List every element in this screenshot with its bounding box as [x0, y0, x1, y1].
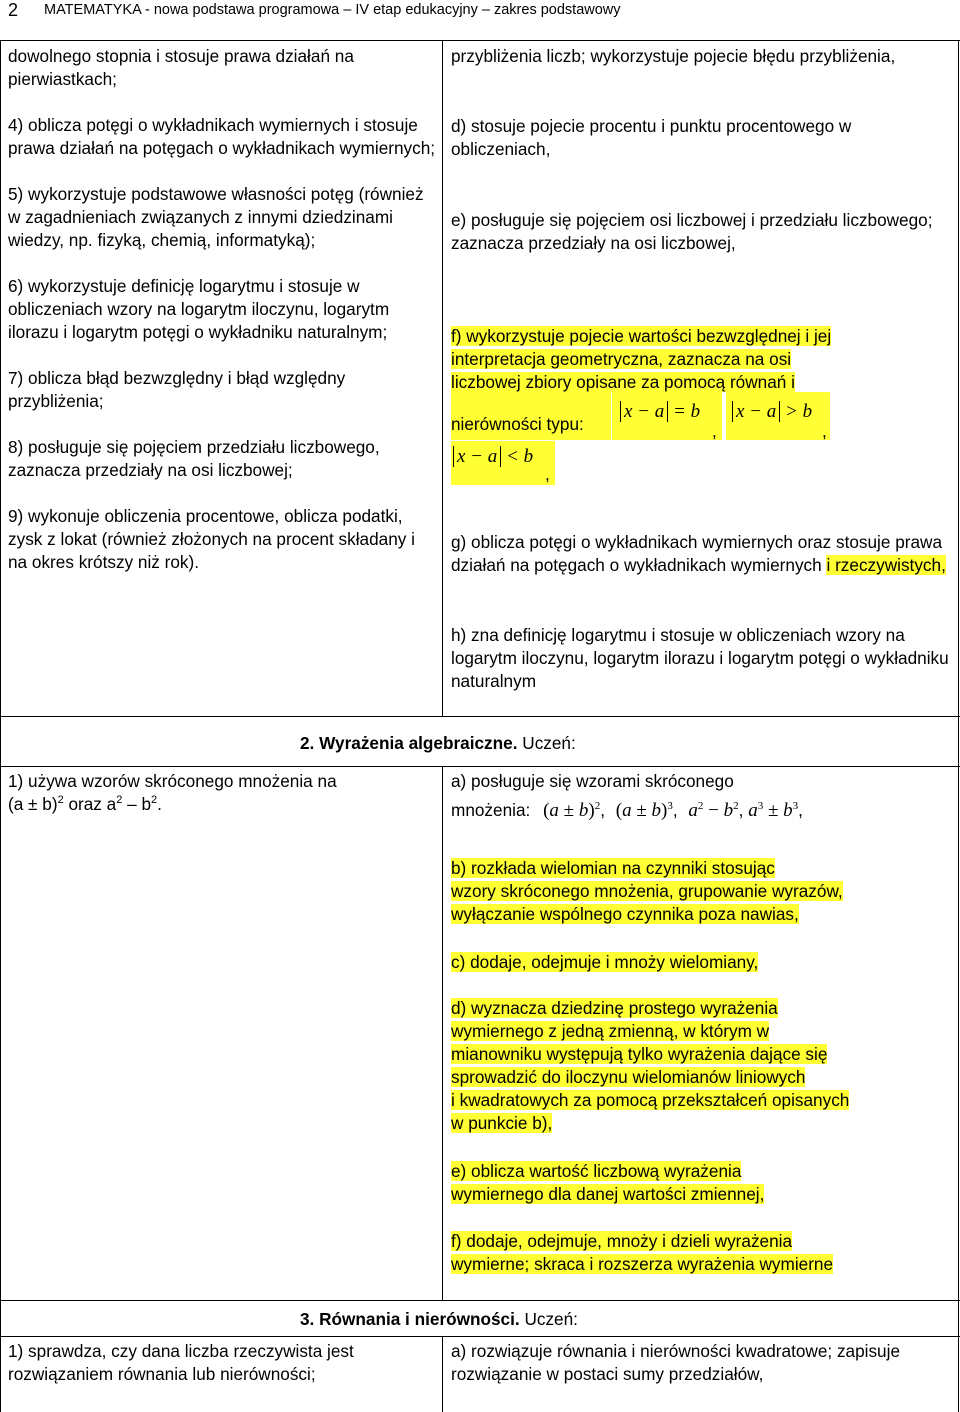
text-line: .	[157, 794, 162, 814]
list-item: 7) oblicza błąd bezwzględny i błąd względny przybliżenia;	[8, 368, 346, 411]
formula-difference-of-squares: $a^2 - b^2$	[688, 800, 739, 821]
list-item: e) posługuje się pojęciem osi liczbowej i przedziału liczbowego; zaznacza przedziały na osi liczbowej,	[451, 210, 933, 253]
abs-eq-1: x − a = b ,	[612, 392, 722, 440]
list-item: 9) wykonuje obliczenia procentowe, oblicza podatki, zysk z lokat (również złożonych na procent składany i na okres krótszy niż rok).	[8, 506, 415, 572]
list-item: h) zna definicję logarytmu i stosuje w obliczeniach wzory na logarytm iloczynu, logarytm ilorazu i logarytm potęgi o wykładniku naturalnym	[451, 625, 949, 691]
section2-right-e	[451, 1160, 951, 1206]
abs-eq-2: x − a > b ,	[726, 392, 830, 440]
highlighted-text: wymierne; skraca i rozszerza wyrażenia wymierne	[451, 1254, 834, 1274]
formula-abs-lt: x − a < b	[453, 445, 533, 468]
section2-left	[8, 770, 436, 816]
list-item: 1) sprawdza, czy dana liczba rzeczywista jest rozwiązaniem równania lub nierówności;	[8, 1341, 354, 1384]
page-header	[8, 0, 958, 26]
section-2-title	[300, 732, 576, 754]
section2-right-d	[451, 997, 951, 1135]
highlighted-text: mianowniku występują tylko wyrażenia dające się	[451, 1044, 828, 1064]
list-item: 4) oblicza potęgi o wykładnikach wymiernych i stosuje prawa działań na potęgach o wykładnikach wymiernych;	[8, 115, 436, 158]
row-divider-3	[0, 1300, 960, 1301]
list-item: 5) wykorzystuje podstawowe własności potęg (również w zagadnieniach związanych z innymi dziedzinami wiedzy, np. fizyką, chemią, informatyką);	[8, 184, 424, 250]
block1-right-h	[451, 624, 951, 693]
formula-a-plus-minus-b-cubed: $(a \pm b)^3$	[615, 800, 673, 821]
page-number: 2	[8, 0, 19, 20]
highlighted-text: f) dodaje, odejmuje, mnoży i dzieli wyrażenia	[451, 1231, 793, 1251]
list-item: d) stosuje pojecie procentu i punktu procentowego w obliczeniach,	[451, 116, 852, 159]
list-item: g) oblicza potęgi o wykładnikach wymiernych oraz stosuje prawa działań na potęgach o wykładnikach wymiernych	[451, 532, 943, 575]
table-left-border	[0, 40, 1, 1412]
block1-right-e	[451, 209, 951, 255]
superscript: 2	[151, 794, 158, 806]
formula-abs-eq: x − a = b	[620, 400, 700, 423]
text-line: – b	[122, 794, 152, 814]
text-line: mnożenia:	[451, 800, 531, 820]
list-item: 8) posługuje się pojęciem przedziału liczbowego, zaznacza przedziały na osi liczbowej;	[8, 437, 380, 480]
highlighted-text: wzory skróconego mnożenia, grupowanie wyrazów,	[451, 881, 843, 901]
list-item: 6) wykorzystuje definicję logarytmu i stosuje w obliczeniach wzory na logarytm iloczynu, logarytm ilorazu i logarytm potęgi o wykładniku naturalnym;	[8, 276, 390, 342]
section2-right-f	[451, 1230, 951, 1276]
text-line: 1) używa wzorów skróconego mnożenia na	[8, 771, 337, 791]
block1-right-g	[451, 531, 951, 577]
highlighted-text: f) wykorzystuje pojecie wartości bezwzględnej i jej	[451, 326, 832, 346]
column-divider-2	[442, 766, 443, 1300]
ineq-label: nierówności typu:	[451, 414, 584, 434]
highlighted-text: b) rozkłada wielomian na czynniki stosując	[451, 858, 775, 878]
highlighted-text: wymiernego z jedną zmienną, w którym w	[451, 1021, 770, 1041]
highlighted-text: w punkcie b),	[451, 1113, 553, 1133]
superscript: 2	[57, 794, 64, 806]
text-line: (a ± b)	[8, 794, 58, 814]
ineq-label-box	[451, 392, 611, 440]
column-divider-3	[442, 1336, 443, 1412]
section2-right-c	[451, 951, 951, 974]
section-2-title-rest: Uczeń:	[517, 733, 576, 753]
section3-right	[451, 1340, 951, 1386]
text-line: oraz a	[63, 794, 117, 814]
section-2-title-bold: 2. Wyrażenia algebraiczne.	[300, 733, 518, 753]
section2-right-b	[451, 857, 951, 926]
list-item	[8, 770, 436, 793]
section2-right-a: a) posługuje się wzorami skróconego mnożenia: $(a \pm b)^2$, $(a \pm b)^3$, $a^2 - b^2$, $a^3 \pm b^3$,	[451, 770, 951, 822]
list-item: przybliżenia liczb; wykorzystuje pojecie błędu przybliżenia,	[451, 46, 896, 66]
text-line: a) posługuje się wzorami skróconego	[451, 771, 734, 791]
highlighted-text: c) dodaje, odejmuje i mnoży wielomiany,	[451, 952, 759, 972]
superscript: 2	[116, 794, 123, 806]
highlighted-text: d) wyznacza dziedzinę prostego wyrażenia	[451, 998, 778, 1018]
block1-right-c	[451, 45, 951, 68]
row-divider-2	[0, 766, 960, 767]
highlighted-text: wyłączanie wspólnego czynnika poza nawias,	[451, 904, 799, 924]
block1-right-d	[451, 115, 951, 161]
highlighted-text: e) oblicza wartość liczbową wyrażenia	[451, 1161, 742, 1181]
list-item: dowolnego stopnia i stosuje prawa działań na pierwiastkach;	[8, 46, 354, 89]
highlighted-text: interpretacja geometryczna, zaznacza na osi	[451, 349, 792, 369]
column-divider-1	[442, 40, 443, 716]
abs-eq-3: x − a < b ,	[451, 441, 555, 485]
section-3-title-bold: 3. Równania i nierówności.	[300, 1309, 520, 1329]
highlighted-text: wymiernego dla danej wartości zmiennej,	[451, 1184, 765, 1204]
highlighted-text: liczbowej zbiory opisane za pomocą równań i	[451, 372, 795, 392]
highlighted-text: i rzeczywistych,	[826, 555, 946, 575]
section-3-title-rest: Uczeń:	[519, 1309, 578, 1329]
list-item	[8, 793, 436, 816]
formula-sum-of-cubes: $a^3 \pm b^3$	[748, 800, 799, 821]
list-item: a) rozwiązuje równania i nierówności kwadratowe; zapisuje rozwiązanie w postaci sumy przedziałów,	[451, 1341, 900, 1384]
table-right-border	[958, 40, 959, 1412]
highlighted-text: sprowadzić do iloczynu wielomianów liniowych	[451, 1067, 806, 1087]
formula-a-plus-minus-b-squared: $(a \pm b)^2$	[543, 800, 601, 821]
row-divider-4	[0, 1336, 960, 1337]
block1-left-col	[8, 45, 436, 574]
formula-abs-gt: x − a > b	[732, 400, 812, 423]
section3-left	[8, 1340, 436, 1386]
row-divider-1	[0, 716, 960, 717]
table-top-border	[0, 40, 960, 41]
block1-right-f	[451, 325, 951, 394]
header-title: MATEMATYKA - nowa podstawa programowa – IV etap edukacyjny – zakres podstawowy	[44, 2, 621, 18]
section-3-title	[300, 1308, 578, 1330]
highlighted-text: i kwadratowych za pomocą przekształceń opisanych	[451, 1090, 850, 1110]
